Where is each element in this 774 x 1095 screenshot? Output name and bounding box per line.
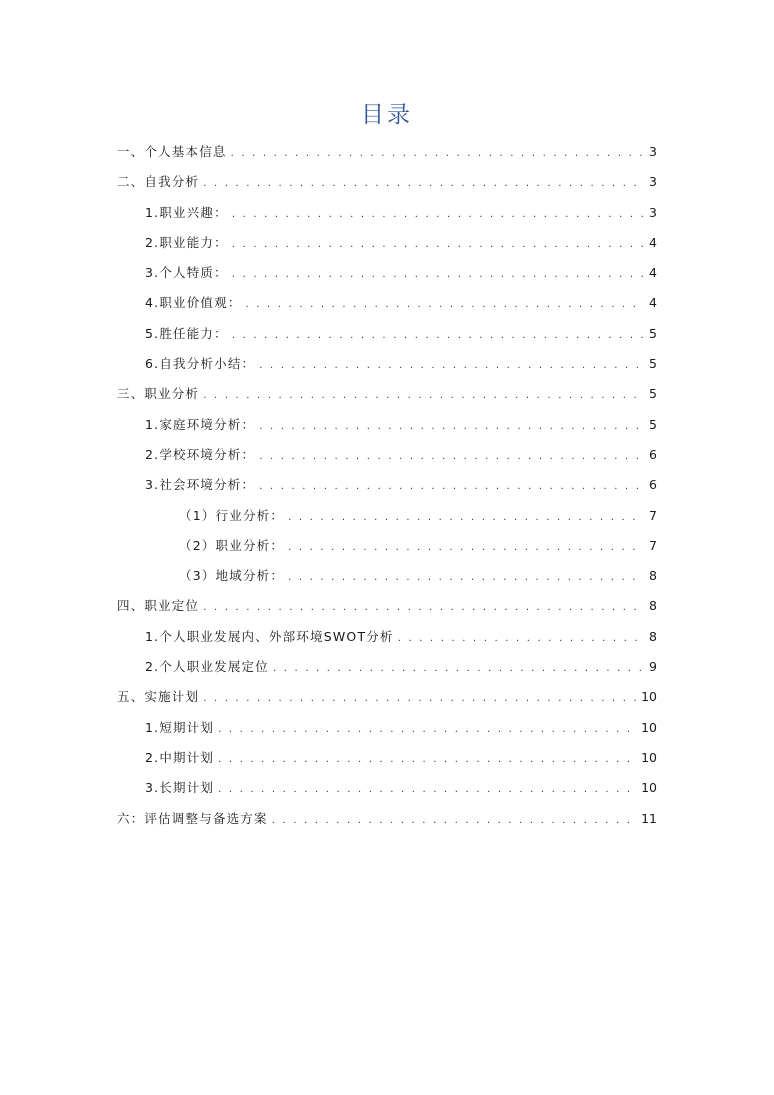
toc-entry[interactable] [117, 655, 657, 685]
toc-page-number: 6 [649, 477, 657, 493]
toc-entry[interactable] [117, 201, 657, 231]
toc-entry[interactable] [117, 473, 657, 503]
toc-entry-label: （2）职业分析： [179, 537, 285, 553]
toc-entry-label: 三、职业分析 [117, 386, 200, 402]
toc-entry[interactable] [117, 534, 657, 564]
toc-dot-leader [232, 233, 643, 257]
toc-entry[interactable] [117, 261, 657, 291]
toc-page-number: 4 [649, 234, 657, 250]
toc-entry-label: 2.个人职业发展定位 [145, 659, 269, 675]
toc-entry-label: 2.职业能力： [145, 234, 228, 250]
toc-page-number: 5 [649, 386, 657, 402]
toc-entry[interactable] [117, 170, 657, 200]
toc-page-number: 5 [649, 416, 657, 432]
toc-dot-leader [246, 293, 643, 317]
toc-entry[interactable] [117, 291, 657, 321]
toc-dot-leader [218, 778, 637, 802]
toc-dot-leader [259, 475, 643, 499]
toc-entry[interactable] [117, 322, 657, 352]
page-title: 目录 [361, 102, 413, 128]
toc-page-number: 5 [649, 356, 657, 372]
toc-entry-label: 二、自我分析 [117, 174, 200, 190]
toc-entry[interactable] [117, 685, 657, 715]
toc-dot-leader [203, 172, 643, 196]
toc-entry-label: （3）地域分析： [179, 568, 285, 584]
toc-entry-label: 2.中期计划 [145, 749, 215, 765]
toc-entry[interactable] [117, 382, 657, 412]
toc-dot-leader [203, 687, 637, 711]
toc-entry-label: 6.自我分析小结： [145, 356, 256, 372]
toc-page-number: 9 [649, 659, 657, 675]
toc-page-number: 4 [649, 265, 657, 281]
toc-dot-leader [231, 142, 643, 166]
toc-page-number: 3 [649, 204, 657, 220]
toc-page-number: 10 [641, 719, 657, 735]
toc-dot-leader [288, 506, 643, 530]
toc-entry[interactable] [117, 746, 657, 776]
toc-page-number: 7 [649, 507, 657, 523]
toc-dot-leader [272, 809, 637, 833]
toc-dot-leader [203, 596, 643, 620]
toc-dot-leader [259, 445, 643, 469]
toc-dot-leader [218, 748, 637, 772]
toc-page-number: 10 [641, 749, 657, 765]
table-of-contents [117, 140, 657, 837]
toc-entry-label: 3.个人特质： [145, 265, 228, 281]
toc-page-number: 7 [649, 537, 657, 553]
toc-dot-leader [288, 536, 643, 560]
toc-dot-leader [259, 354, 643, 378]
toc-entry-label: 六：评估调整与备选方案 [117, 810, 268, 826]
toc-entry-label: 一、个人基本信息 [117, 144, 227, 159]
toc-dot-leader [218, 718, 637, 742]
toc-page-number: 3 [649, 144, 657, 159]
toc-entry-label: 3.社会环境分析： [145, 477, 256, 493]
toc-dot-leader [232, 324, 643, 348]
toc-page-number: 5 [649, 325, 657, 341]
toc-page-number: 8 [649, 628, 657, 644]
toc-entry[interactable] [117, 716, 657, 746]
toc-entry-label: 3.长期计划 [145, 780, 215, 796]
toc-entry[interactable] [117, 564, 657, 594]
toc-entry-label: 5.胜任能力： [145, 325, 228, 341]
toc-entry[interactable] [117, 807, 657, 837]
toc-page-number: 10 [641, 689, 657, 705]
toc-entry[interactable] [117, 594, 657, 624]
toc-entry-label: 1.家庭环境分析： [145, 416, 256, 432]
toc-page-number: 8 [649, 568, 657, 584]
toc-entry[interactable] [117, 776, 657, 806]
toc-page-number: 10 [641, 780, 657, 796]
toc-dot-leader [232, 203, 643, 227]
toc-entry[interactable] [117, 413, 657, 443]
toc-page-number: 3 [649, 174, 657, 190]
toc-entry[interactable] [117, 625, 657, 655]
toc-entry[interactable] [117, 352, 657, 382]
toc-page-number: 8 [649, 598, 657, 614]
toc-entry-label: 1.个人职业发展内、外部环境SWOT分析 [145, 628, 394, 644]
toc-dot-leader [273, 657, 643, 681]
toc-dot-leader [203, 384, 643, 408]
toc-dot-leader [259, 415, 643, 439]
toc-entry-label: 四、职业定位 [117, 598, 200, 614]
toc-dot-leader [232, 263, 643, 287]
toc-dot-leader [288, 566, 643, 590]
toc-entry[interactable] [117, 504, 657, 534]
toc-entry-label: 1.职业兴趣： [145, 204, 228, 220]
toc-page-number: 11 [641, 810, 657, 826]
toc-entry-label: 五、实施计划 [117, 689, 200, 705]
toc-entry-label: 1.短期计划 [145, 719, 215, 735]
toc-page-number: 4 [649, 295, 657, 311]
toc-entry-label: （1）行业分析： [179, 507, 285, 523]
toc-entry-label: 4.职业价值观： [145, 295, 242, 311]
toc-entry-label: 2.学校环境分析： [145, 446, 256, 462]
toc-entry[interactable] [117, 231, 657, 261]
toc-entry[interactable] [117, 443, 657, 473]
toc-entry[interactable] [117, 140, 657, 170]
toc-dot-leader [398, 627, 643, 651]
toc-page-number: 6 [649, 446, 657, 462]
